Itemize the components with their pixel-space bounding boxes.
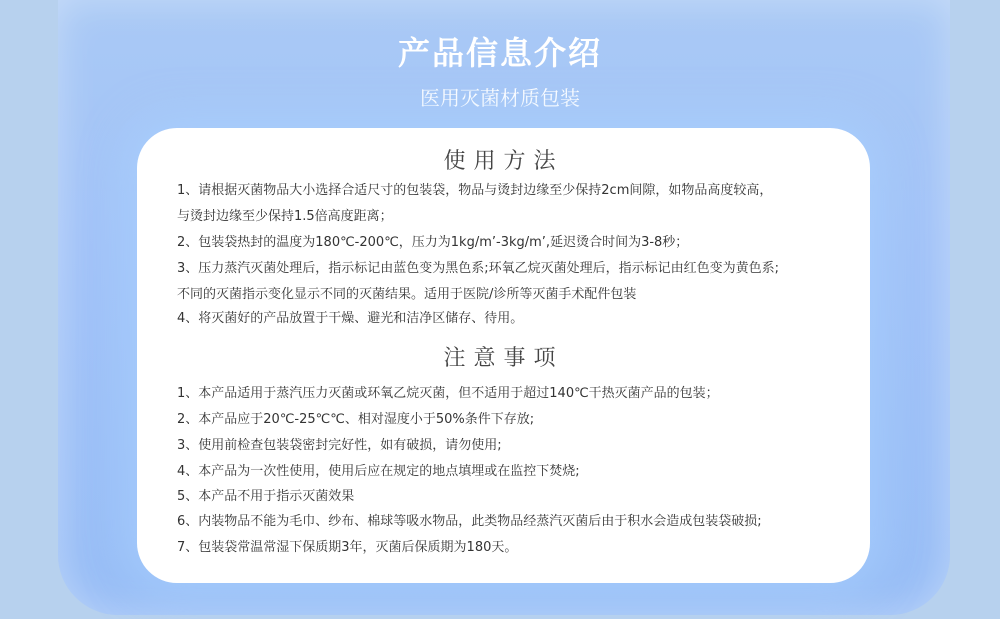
page-title: 产品信息介绍 <box>397 34 602 72</box>
usage-line: 4、将灭菌好的产品放置于干燥、避光和洁净区储存、待用。 <box>177 311 524 326</box>
page-subtitle: 医用灭菌材质包装 <box>420 86 580 110</box>
usage-line: 不同的灭菌指示变化显示不同的灭菌结果。适用于医院/诊所等灭菌手术配件包装 <box>177 287 637 302</box>
notes-title: 注意事项 <box>443 346 564 371</box>
usage-line: 与烫封边缘至少保持1.5倍高度距离； <box>177 209 393 224</box>
notes-line: 1、本产品适用于蒸汽压力灭菌或环氧乙烷灭菌，但不适用于超过140℃干热灭菌产品的包装； <box>177 386 719 401</box>
info-card <box>137 128 870 583</box>
notes-line: 6、内装物品不能为毛巾、纱布、棉球等吸水物品，此类物品经蒸汽灭菌后由于积水会造成包装袋破损; <box>177 514 762 529</box>
usage-line: 3、压力蒸汽灭菌处理后，指示标记由蓝色变为黑色系;环氧乙烷灭菌处理后，指示标记由红色变为黄色系; <box>177 261 780 276</box>
notes-line: 2、本产品应于20℃-25℃℃、相对湿度小于50%条件下存放; <box>177 412 535 427</box>
notes-line: 5、本产品不用于指示灭菌效果 <box>177 489 355 504</box>
notes-line: 3、使用前检查包装袋密封完好性，如有破损，请勿使用; <box>177 438 502 453</box>
notes-line: 7、包装袋常温常湿下保质期3年，灭菌后保质期为180天。 <box>177 540 518 555</box>
usage-line: 1、请根据灭菌物品大小选择合适尺寸的包装袋，物品与烫封边缘至少保持2cm间隙，如物品高度较高， <box>177 183 773 198</box>
usage-title: 使用方法 <box>443 149 564 174</box>
usage-line: 2、包装袋热封的温度为180℃-200℃，压力为1kg/m’-3kg/m’,延迟烫合时间为3-8秒； <box>177 235 689 250</box>
notes-line: 4、本产品为一次性使用，使用后应在规定的地点填埋或在监控下焚烧; <box>177 464 580 479</box>
